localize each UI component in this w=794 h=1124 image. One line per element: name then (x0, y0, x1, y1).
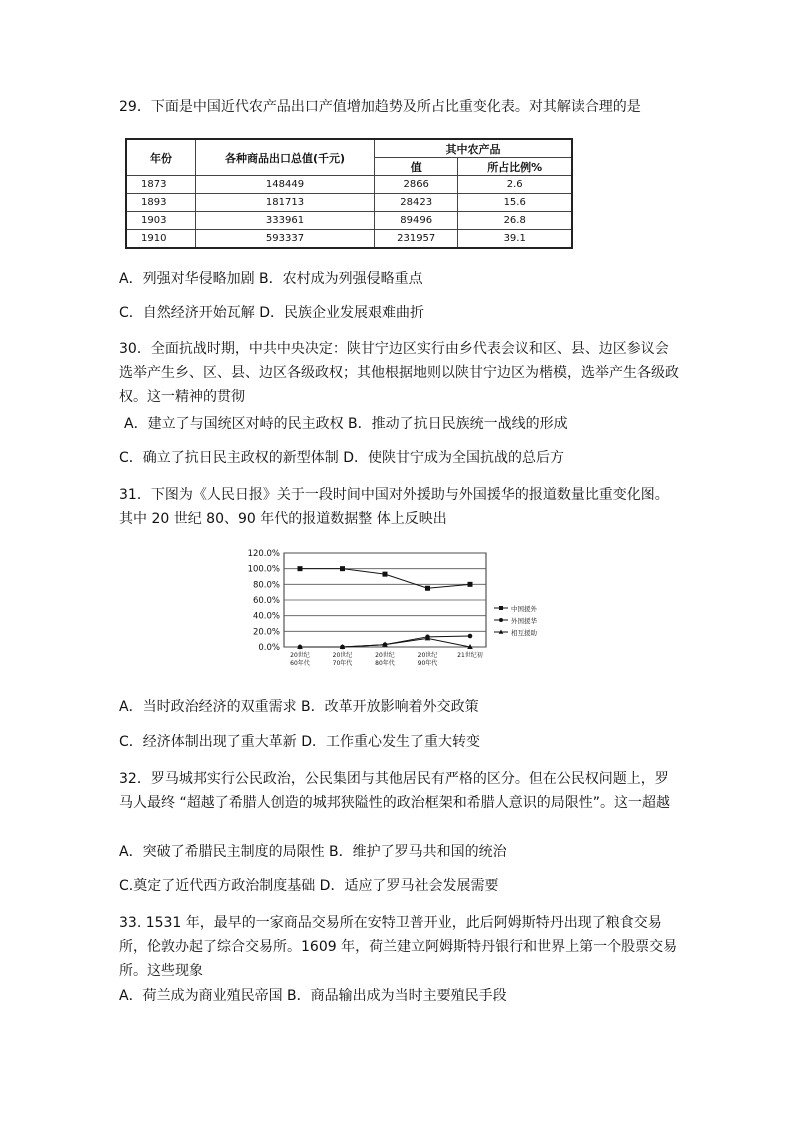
q30-options-cd: C．确立了抗日民主政权的新型体制 D．使陕甘宁成为全国抗战的总后方 (119, 450, 565, 466)
cell-year: 1910 (126, 230, 196, 249)
cell-total: 148449 (196, 176, 375, 194)
th-value: 值 (375, 158, 458, 176)
x-tick-label: 80年代 (375, 660, 395, 667)
q32-options-cd: C.奠定了近代西方政治制度基础 D．适应了罗马社会发展需要 (119, 878, 499, 894)
cell-year: 1873 (126, 176, 196, 194)
th-year: 年份 (126, 139, 196, 176)
cell-ratio: 26.8 (458, 212, 572, 230)
x-tick-label: 70年代 (332, 660, 353, 667)
table-row (126, 194, 572, 212)
x-tick-label: 20世纪 (332, 652, 353, 659)
table-row (126, 212, 572, 230)
q32-options-ab: A．突破了希腊民主制度的局限性 B．维护了罗马共和国的统治 (119, 844, 507, 860)
cell-total: 333961 (196, 212, 375, 230)
data-point (383, 572, 388, 577)
cell-value: 89496 (375, 212, 458, 230)
data-point (425, 586, 430, 591)
table-row (126, 230, 572, 249)
legend-label: 相互援助 (511, 629, 537, 637)
y-tick-label: 100.0% (247, 564, 280, 575)
data-point (468, 634, 473, 639)
y-tick-label: 120.0% (247, 549, 280, 559)
cell-ratio: 15.6 (458, 194, 572, 212)
x-tick-label: 20世纪 (417, 652, 438, 659)
cell-value: 2866 (375, 176, 458, 194)
legend-label: 外国援华 (511, 617, 537, 625)
q29-stem: 29．下面是中国近代农产品出口产值增加趋势及所占比重变化表。对其解读合理的是 (119, 99, 641, 115)
x-tick-label: 20世纪 (375, 652, 395, 659)
cell-total: 181713 (196, 194, 375, 212)
q33-stem: 33. 1531 年，最早的一家商品交易所在安特卫普开业，此后阿姆斯特丹出现了粮食交易所，伦敦办起了综合交易所。1609 年，荷兰建立阿姆斯特丹银行和世界上第一个股票交易所。这些现象 (119, 915, 678, 979)
cell-value: 231957 (375, 230, 458, 249)
table-row (126, 176, 572, 194)
y-tick-label: 20.0% (252, 627, 280, 638)
y-tick-label: 0.0% (258, 643, 280, 653)
aid-report-line-chart (238, 548, 568, 673)
y-tick-label: 60.0% (252, 596, 280, 606)
q29-options-ab: A．列强对华侵略加剧 B．农村成为列强侵略重点 (119, 271, 423, 287)
cell-year: 1893 (126, 194, 196, 212)
export-table (125, 138, 573, 249)
series-line (300, 569, 470, 589)
data-point (340, 566, 345, 571)
cell-year: 1903 (126, 212, 196, 230)
x-tick-label: 21世纪初 (457, 652, 483, 659)
data-point (468, 582, 473, 587)
q29-options-cd: C．自然经济开始瓦解 D．民族企业发展艰难曲折 (119, 305, 425, 321)
cell-value: 28423 (375, 194, 458, 212)
q30-options-ab: A．建立了与国统区对峙的民主政权 B．推动了抗日民族统一战线的形成 (124, 416, 568, 432)
q33-options-ab: A．荷兰成为商业殖民帝国 B．商品输出成为当时主要殖民手段 (119, 988, 507, 1004)
y-tick-label: 80.0% (252, 580, 280, 591)
th-ratio: 所占比例% (458, 158, 572, 176)
q32-stem: 32．罗马城邦实行公民政治，公民集团与其他居民有严格的区分。但在公民权问题上，罗马人最终 “超越了希腊人创造的城邦狭隘性的政治框架和希腊人意识的局限性”。这一超越 (119, 771, 670, 811)
legend-marker (499, 618, 503, 622)
data-point (298, 566, 303, 571)
legend-label: 中国援外 (511, 605, 537, 613)
x-tick-label: 60年代 (290, 660, 310, 667)
legend-marker (499, 606, 503, 610)
cell-total: 593337 (196, 230, 375, 249)
q31-options-ab: A．当时政治经济的双重需求 B．改革开放影响着外交政策 (119, 699, 479, 715)
y-tick-label: 40.0% (252, 611, 280, 622)
th-total: 各种商品出口总值(千元) (196, 139, 375, 176)
x-tick-label: 90年代 (417, 660, 438, 667)
x-tick-label: 20世纪 (290, 652, 310, 659)
q31-stem: 31．下图为《人民日报》关于一段时间中国对外援助与外国援华的报道数量比重变化图。其中 20 世纪 80、90 年代的报道数据整 体上反映出 (119, 487, 669, 527)
q31-options-cd: C．经济体制出现了重大革新 D．工作重心发生了重大转变 (119, 734, 481, 750)
cell-ratio: 39.1 (458, 230, 572, 249)
th-agri: 其中农产品 (375, 139, 573, 158)
q30-stem: 30．全面抗战时期，中共中央决定：陕甘宁边区实行由乡代表会议和区、县、边区参议会选举产生乡、区、县、边区各级政权；其他根据地则以陕甘宁边区为楷模，选举产生各级政权。这一精神的贯彻 (119, 341, 679, 405)
cell-ratio: 2.6 (458, 176, 572, 194)
